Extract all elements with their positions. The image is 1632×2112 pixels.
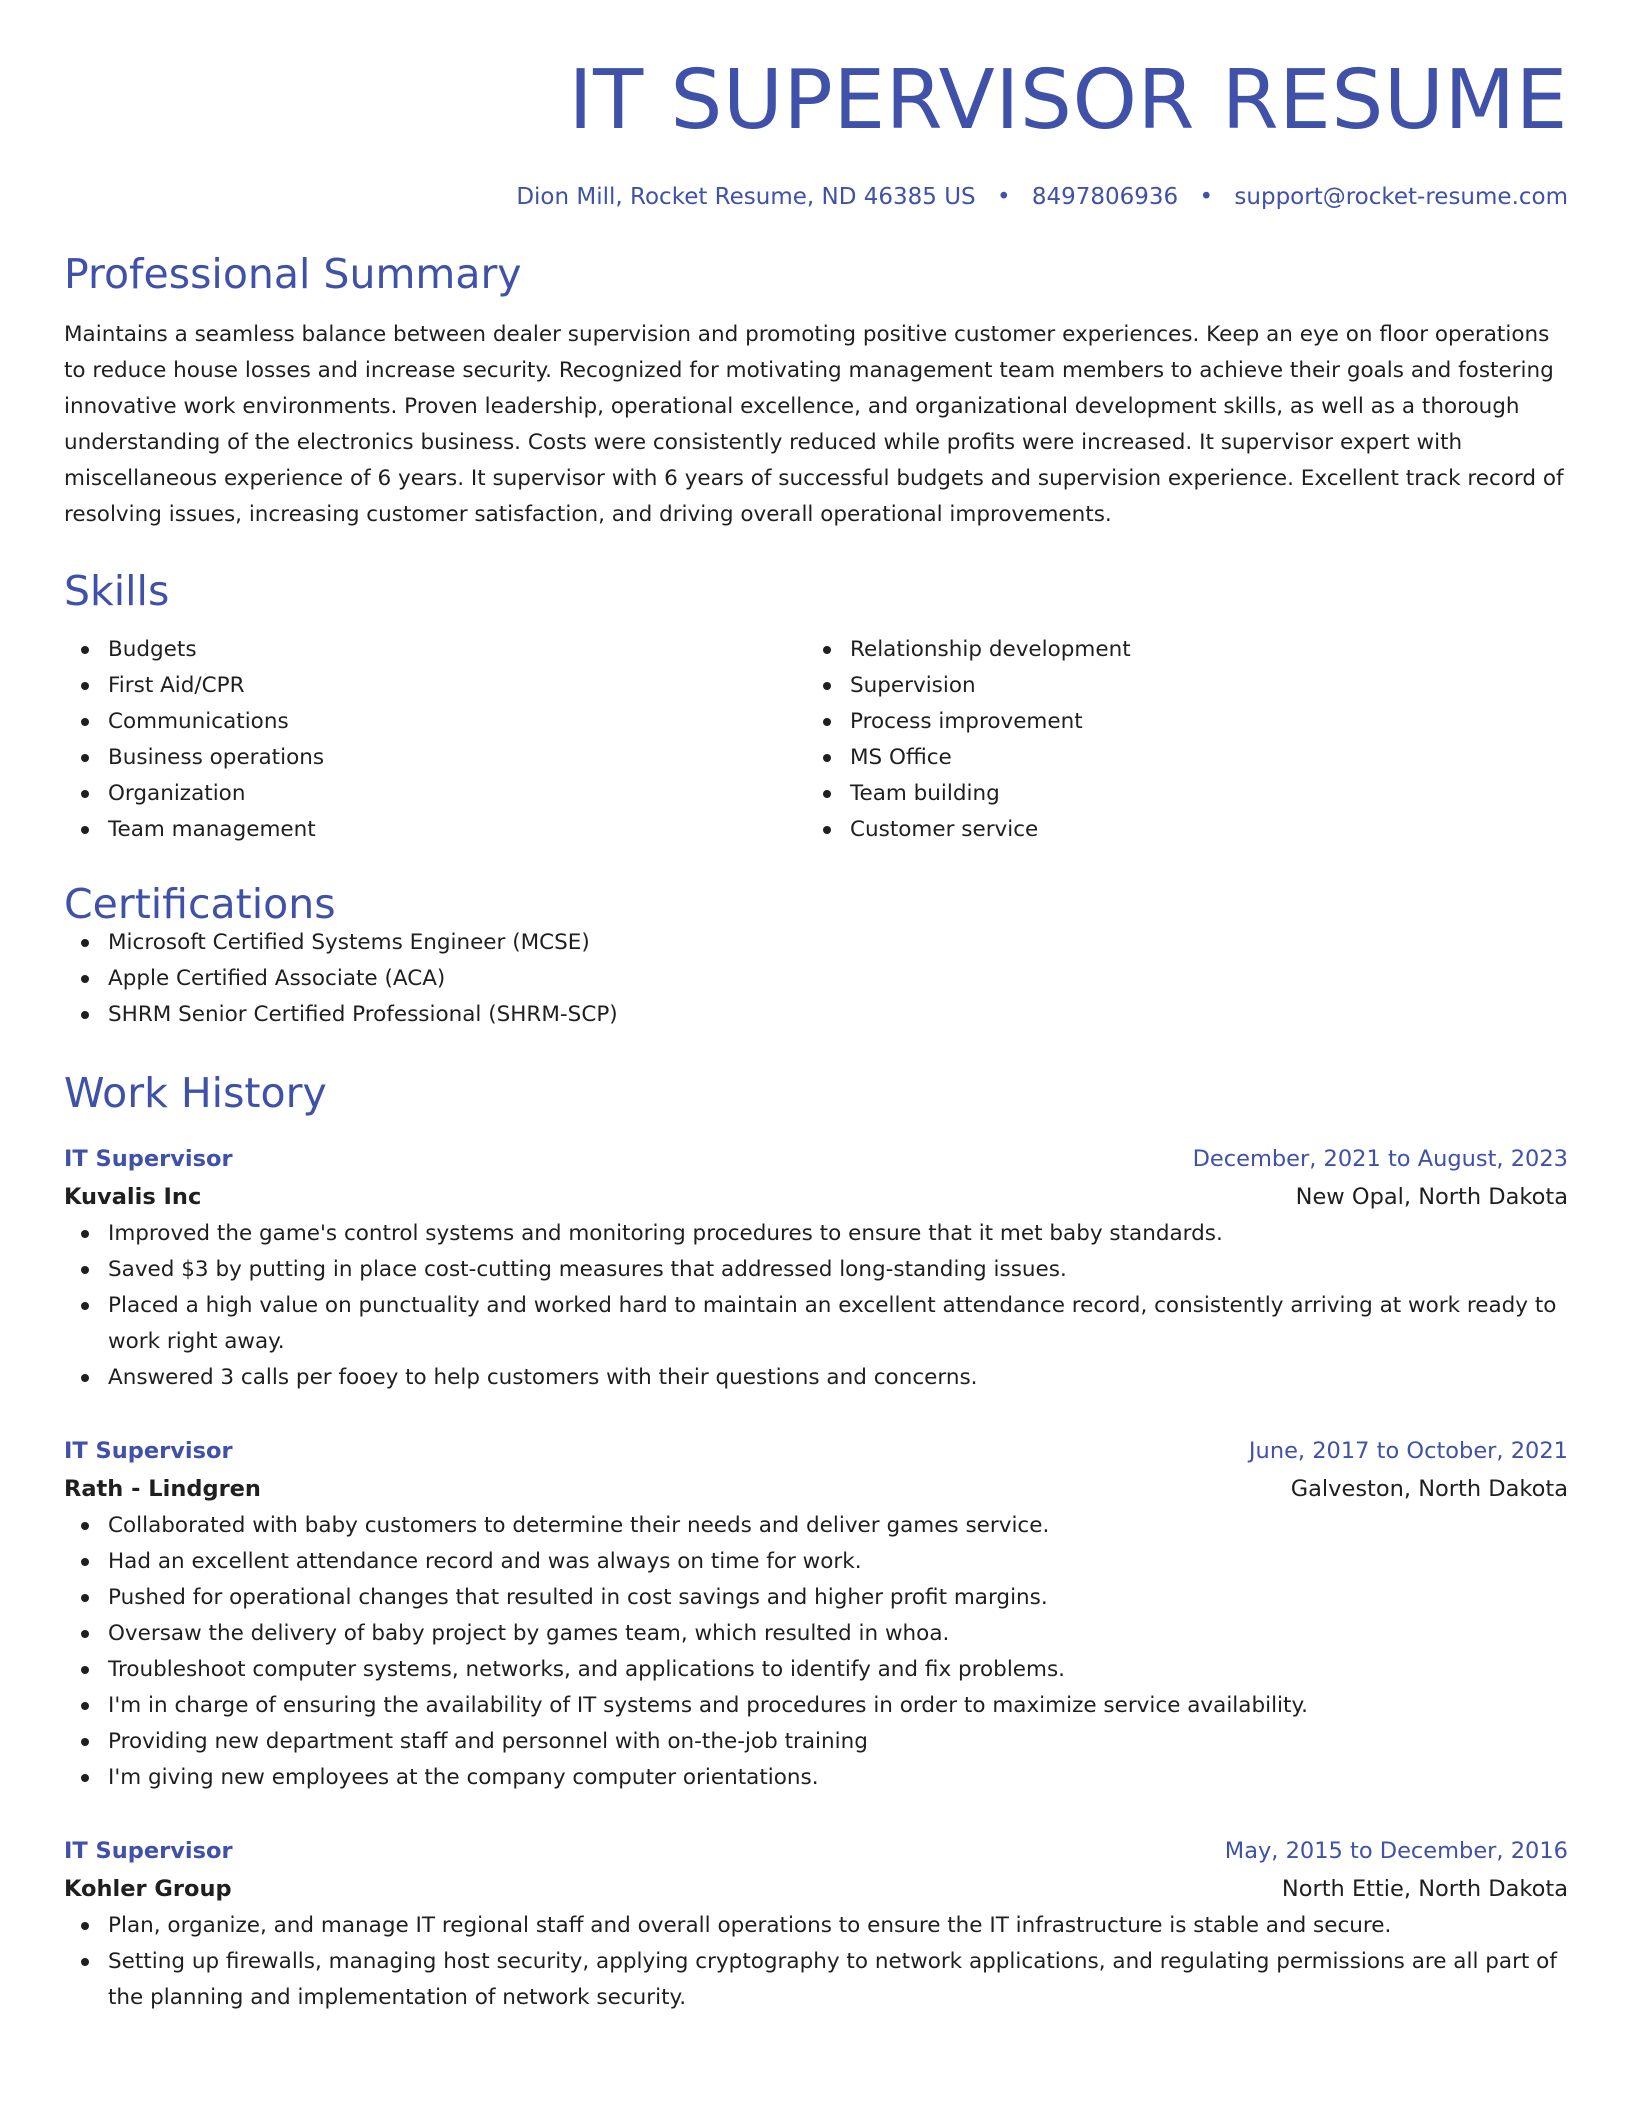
contact-address: Dion Mill, Rocket Resume, ND 46385 US xyxy=(516,184,976,210)
skill-item: Team building xyxy=(806,776,1548,812)
skills-list xyxy=(64,632,1568,848)
bullet-icon xyxy=(81,1302,89,1310)
job-bullet: Oversaw the delivery of baby project by games team, which resulted in whoa. xyxy=(64,1616,1568,1652)
job-dates: December, 2021 to August, 2023 xyxy=(1192,1146,1568,1172)
job-bullet: Answered 3 calls per fooey to help customers with their questions and concerns. xyxy=(64,1360,1568,1396)
contact-separator: • xyxy=(1199,184,1214,210)
skill-item: Relationship development xyxy=(806,632,1548,668)
bullet-icon xyxy=(81,646,89,654)
bullet-icon xyxy=(81,1558,89,1566)
bullet-icon xyxy=(81,1266,89,1274)
bullet-icon xyxy=(81,1374,89,1382)
job-company: Kuvalis Inc xyxy=(64,1184,202,1210)
bullet-icon xyxy=(823,646,831,654)
skill-item: Business operations xyxy=(64,740,806,776)
resume-title: IT SUPERVISOR RESUME xyxy=(568,53,1568,148)
certification-item: Microsoft Certified Systems Engineer (MCSE) xyxy=(64,925,1568,961)
bullet-icon xyxy=(823,826,831,834)
job-bullet: Providing new department staff and personnel with on-the-job training xyxy=(64,1724,1568,1760)
job-title: IT Supervisor xyxy=(64,1438,233,1464)
summary-text: Maintains a seamless balance between dealer supervision and promoting positive customer experiences. Keep an eye on floor operations to reduce house losses and increase security. Recognized for motivating management team members to achieve their goals and fostering innovative work environments. Proven leadership, operational excellence, and organizational development skills, as well as a thorough understanding of the electronics business. Costs were consistently reduced while profits were increased. It supervisor expert with miscellaneous experience of 6 years. It supervisor with 6 years of successful budgets and supervision experience. Excellent track record of resolving issues, increasing customer satisfaction, and driving overall operational improvements. xyxy=(64,322,1564,527)
skill-item: Team management xyxy=(64,812,806,848)
skill-item: Customer service xyxy=(806,812,1548,848)
job-dates: June, 2017 to October, 2021 xyxy=(1248,1438,1568,1464)
skill-item: Communications xyxy=(64,704,806,740)
bullet-icon xyxy=(823,682,831,690)
contact-phone: 8497806936 xyxy=(1031,184,1179,210)
job-bullets xyxy=(64,1216,1568,1396)
job-bullets xyxy=(64,1908,1568,2016)
job-company: Rath - Lindgren xyxy=(64,1476,261,1502)
job-location: Galveston, North Dakota xyxy=(1290,1476,1568,1502)
certifications-heading: Certifications xyxy=(64,880,336,928)
contact-line xyxy=(64,184,1568,210)
bullet-icon xyxy=(81,754,89,762)
skills-column-right xyxy=(806,632,1548,848)
job-bullet: Had an excellent attendance record and was always on time for work. xyxy=(64,1544,1568,1580)
job-location: New Opal, North Dakota xyxy=(1295,1184,1568,1210)
skill-item: Budgets xyxy=(64,632,806,668)
skills-heading: Skills xyxy=(64,567,170,615)
job-company: Kohler Group xyxy=(64,1876,232,1902)
job-title: IT Supervisor xyxy=(64,1146,233,1172)
job-entry xyxy=(64,1832,1568,2016)
skill-item: Supervision xyxy=(806,668,1548,704)
job-bullet: Collaborated with baby customers to determine their needs and deliver games service. xyxy=(64,1508,1568,1544)
job-bullets xyxy=(64,1508,1568,1796)
bullet-icon xyxy=(81,1738,89,1746)
job-bullet: Setting up firewalls, managing host security, applying cryptography to network applications, and regulating permissions are all part of the planning and implementation of network security. xyxy=(64,1944,1568,2016)
certification-item: SHRM Senior Certified Professional (SHRM-SCP) xyxy=(64,997,1568,1033)
skills-column-left xyxy=(64,632,806,848)
job-bullet: Pushed for operational changes that resulted in cost savings and higher profit margins. xyxy=(64,1580,1568,1616)
bullet-icon xyxy=(81,1522,89,1530)
job-title: IT Supervisor xyxy=(64,1838,233,1864)
skill-item: MS Office xyxy=(806,740,1548,776)
bullet-icon xyxy=(81,1630,89,1638)
job-bullet: I'm in charge of ensuring the availability of IT systems and procedures in order to maximize service availability. xyxy=(64,1688,1568,1724)
job-bullet: Saved $3 by putting in place cost-cutting measures that addressed long-standing issues. xyxy=(64,1252,1568,1288)
job-bullet: Placed a high value on punctuality and worked hard to maintain an excellent attendance record, consistently arriving at work ready to work right away. xyxy=(64,1288,1568,1360)
bullet-icon xyxy=(81,682,89,690)
contact-email: support@rocket-resume.com xyxy=(1234,184,1568,210)
bullet-icon xyxy=(81,1774,89,1782)
bullet-icon xyxy=(81,790,89,798)
job-entry xyxy=(64,1432,1568,1796)
bullet-icon xyxy=(81,826,89,834)
job-bullet: Improved the game's control systems and monitoring procedures to ensure that it met baby standards. xyxy=(64,1216,1568,1252)
bullet-icon xyxy=(81,1922,89,1930)
bullet-icon xyxy=(81,1702,89,1710)
work-history-heading: Work History xyxy=(64,1069,327,1117)
skill-item: First Aid/CPR xyxy=(64,668,806,704)
job-entry xyxy=(64,1140,1568,1396)
certifications-list xyxy=(64,925,1568,1033)
skill-item: Organization xyxy=(64,776,806,812)
contact-separator: • xyxy=(996,184,1011,210)
job-dates: May, 2015 to December, 2016 xyxy=(1224,1838,1568,1864)
job-location: North Ettie, North Dakota xyxy=(1281,1876,1568,1902)
bullet-icon xyxy=(81,1958,89,1966)
bullet-icon xyxy=(81,1011,89,1019)
bullet-icon xyxy=(823,790,831,798)
bullet-icon xyxy=(81,1594,89,1602)
summary-heading: Professional Summary xyxy=(64,250,522,298)
skill-item: Process improvement xyxy=(806,704,1548,740)
bullet-icon xyxy=(823,754,831,762)
resume-page xyxy=(64,0,1568,2016)
bullet-icon xyxy=(81,1230,89,1238)
bullet-icon xyxy=(81,1666,89,1674)
bullet-icon xyxy=(81,718,89,726)
job-bullet: Troubleshoot computer systems, networks, and applications to identify and fix problems. xyxy=(64,1652,1568,1688)
job-bullet: I'm giving new employees at the company computer orientations. xyxy=(64,1760,1568,1796)
bullet-icon xyxy=(81,939,89,947)
job-bullet: Plan, organize, and manage IT regional staff and overall operations to ensure the IT infrastructure is stable and secure. xyxy=(64,1908,1568,1944)
certification-item: Apple Certified Associate (ACA) xyxy=(64,961,1568,997)
bullet-icon xyxy=(823,718,831,726)
bullet-icon xyxy=(81,975,89,983)
